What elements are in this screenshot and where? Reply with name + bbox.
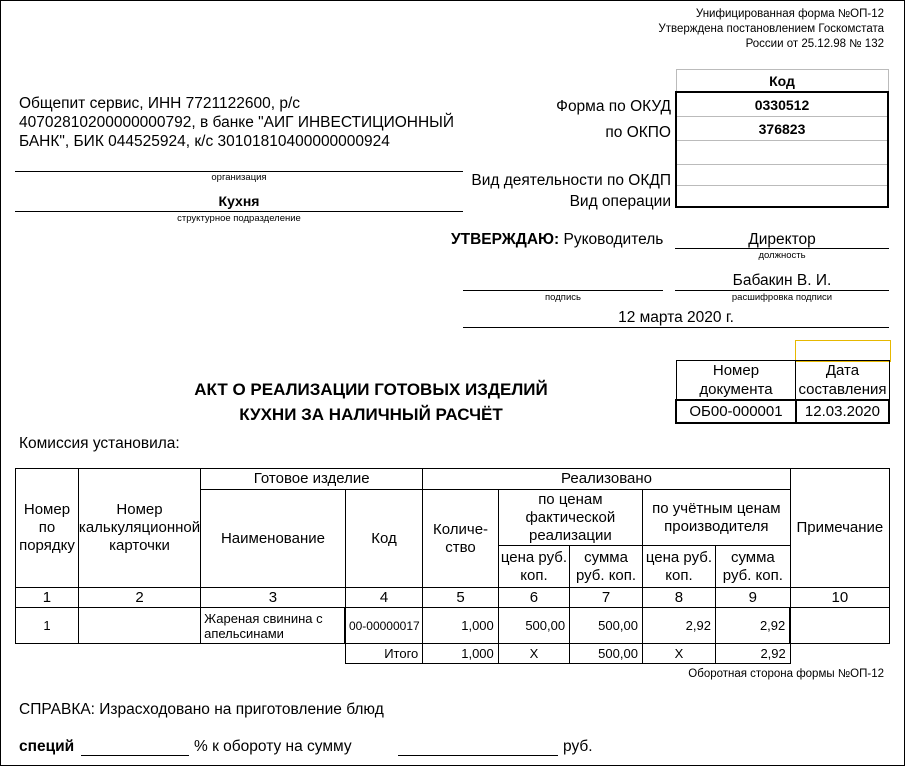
total-row [16,644,890,664]
total-sum2: 2,92 [715,644,790,664]
name-line [675,290,889,291]
okdp-label: Вид деятельности по ОКДП [471,172,671,189]
percent-text: % к обороту на сумму [194,738,352,755]
codes-header: Код [676,70,888,93]
col-number: 1 [16,588,79,608]
form-header-line: Утверждена постановлением Госкомстата [658,23,884,35]
rub-label: руб. [563,738,593,755]
act-title-line: АКТ О РЕАЛИЗАЦИИ ГОТОВЫХ ИЗДЕЛИЙ [194,380,548,399]
col-number: 7 [570,588,643,608]
col-number: 3 [201,588,346,608]
organization-text: Общепит сервис, ИНН 7721122600, р/с 40702810200000000792, в банке "АИГ ИНВЕСТИЦИОННЫЙ БАНК", БИК 044525924, к/с 30101810400000000924 [19,95,455,150]
approval-title: УТВЕРЖДАЮ: [451,231,560,248]
col-header-code: Код [345,490,422,588]
row-price: 500,00 [498,608,569,644]
total-label: Итого [345,644,422,664]
operation-code [676,186,888,208]
col-header-price: цена руб. коп. [498,546,569,588]
okpo-label: по ОКПО [605,124,671,141]
row-note [790,608,889,644]
col-number: 6 [498,588,569,608]
act-title-line: КУХНИ ЗА НАЛИЧНЫЙ РАСЧЁТ [239,405,503,424]
col-header-product: Готовое изделие [201,469,423,490]
row-sum: 500,00 [570,608,643,644]
organization-caption: организация [211,172,267,183]
sales-table [15,468,890,664]
division-value: Кухня [218,193,260,209]
row-code: 00-00000017 [345,608,422,644]
row-qty: 1,000 [423,608,499,644]
approval-block [451,231,663,249]
col-header-quantity: Количе-ство [423,490,499,588]
okud-label: Форма по ОКУД [556,98,671,115]
reference-text: СПРАВКА: Израсходовано на приготовление блюд [19,701,384,718]
operation-label: Вид операции [569,193,671,210]
back-side-label: Оборотная сторона формы №ОП-12 [688,668,884,680]
form-header [658,7,884,52]
col-number: 2 [78,588,200,608]
row-card [78,608,200,644]
total-sum: 500,00 [570,644,643,664]
sum-line [398,755,558,756]
approval-date: 12 марта 2020 г. [618,309,734,326]
act-title [101,377,641,427]
doc-number-value: ОБ00-000001 [676,400,796,423]
form-header-line: России от 25.12.98 № 132 [745,38,884,50]
approval-head-label: Руководитель [563,231,664,248]
division-caption: структурное подразделение [177,213,301,224]
total-qty: 1,000 [423,644,499,664]
row-number: 1 [16,608,79,644]
col-header-calc-card: Номер калькуляционной карточки [78,469,200,588]
row-name: Жареная свинина с апельсинами [201,608,346,644]
col-number: 4 [345,588,422,608]
approval-name: Бабакин В. И. [732,272,832,289]
row-sum2: 2,92 [715,608,790,644]
col-header-row-number: Номер по порядку [16,469,79,588]
col-header-sum: сумма руб. коп. [570,546,643,588]
position-caption: должность [758,250,806,261]
name-caption: расшифровка подписи [731,292,833,303]
col-header-producer-prices: по учётным ценам производителя [642,490,790,546]
row-price2: 2,92 [642,608,715,644]
selection-box[interactable] [795,340,891,362]
col-number: 8 [642,588,715,608]
okpo-code: 376823 [676,117,888,141]
table-row [16,608,890,644]
col-header-name: Наименование [201,490,346,588]
total-price2: X [642,644,715,664]
date-line [463,327,889,328]
col-number: 9 [715,588,790,608]
signature-line [463,290,663,291]
col-header-note: Примечание [790,469,889,588]
doc-number-header: Номер документа [676,361,796,401]
col-header-sold: Реализовано [423,469,790,490]
col-number: 10 [790,588,889,608]
signature-caption: подпись [545,292,581,303]
approval-position: Директор [748,231,816,248]
codes-table [675,69,889,208]
commission-label: Комиссия установила: [19,435,180,452]
doc-date-header: Дата составления [796,361,889,401]
total-price: X [498,644,569,664]
spices-line [81,755,189,756]
okud-code: 0330512 [676,92,888,117]
position-line [675,248,889,249]
spices-label: специй [19,738,75,755]
okdp-code [676,165,888,186]
col-header-sum2: сумма руб. коп. [715,546,790,588]
col-number: 5 [423,588,499,608]
division-line [15,211,463,212]
document-number-table [675,360,890,424]
doc-date-value: 12.03.2020 [796,400,889,423]
blank-code [676,141,888,165]
form-header-line: Унифицированная форма №ОП-12 [695,8,884,20]
col-header-price2: цена руб. коп. [642,546,715,588]
col-header-actual-prices: по ценам фактической реализации [498,490,642,546]
